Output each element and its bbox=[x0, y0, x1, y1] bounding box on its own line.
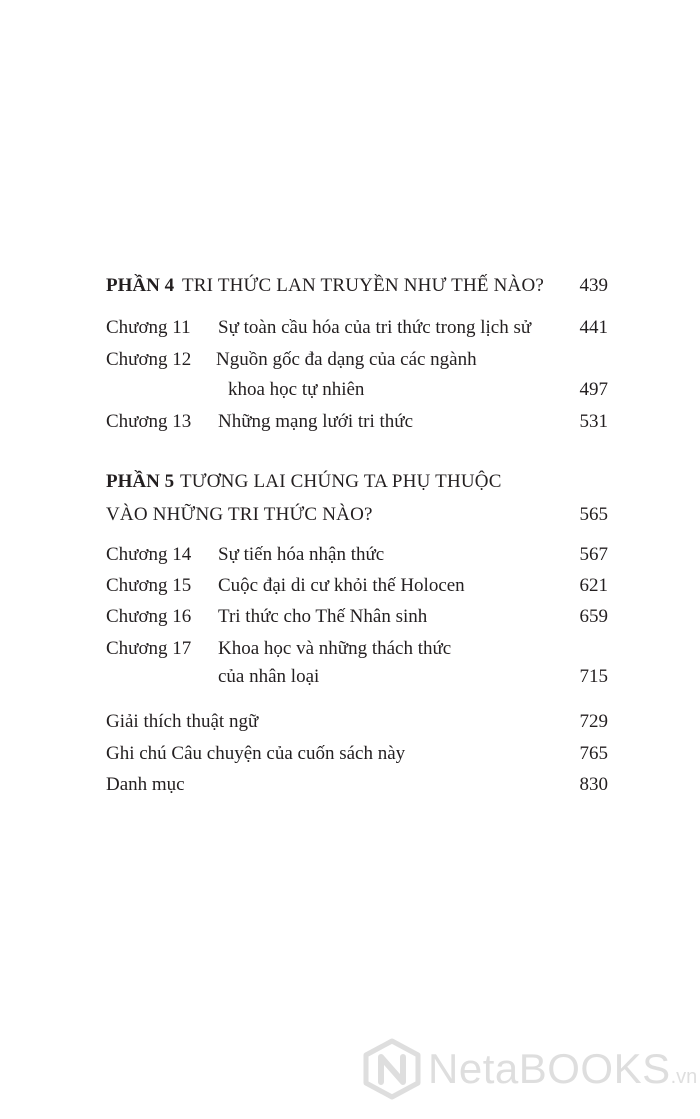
toc-entry-chapter-12 bbox=[0, 346, 700, 374]
watermark-brand: NetaBOOKS bbox=[428, 1045, 671, 1092]
watermark-text bbox=[428, 1044, 697, 1102]
part-5-key: PHẦN 5 bbox=[106, 471, 175, 492]
part-4-heading bbox=[0, 272, 700, 300]
back-matter-title: Ghi chú Câu chuyện của cuốn sách này bbox=[106, 743, 406, 764]
chapter-label: Chương 11 bbox=[106, 317, 191, 338]
chapter-label: Chương 14 bbox=[106, 544, 192, 565]
chapter-page: 621 bbox=[579, 575, 608, 596]
chapter-label: Chương 12 bbox=[106, 349, 192, 370]
toc-entry-chapter-15 bbox=[0, 572, 700, 600]
toc-entry-glossary bbox=[0, 708, 700, 736]
toc-entry-chapter-12-continued bbox=[0, 376, 700, 404]
back-matter-page: 729 bbox=[579, 711, 608, 732]
chapter-label: Chương 15 bbox=[106, 575, 192, 596]
part-4-page: 439 bbox=[579, 275, 608, 296]
back-matter-title: Danh mục bbox=[106, 774, 185, 795]
part-5-page: 565 bbox=[579, 504, 608, 525]
back-matter-title: Giải thích thuật ngữ bbox=[106, 711, 259, 732]
toc-entry-chapter-14 bbox=[0, 541, 700, 569]
chapter-title-line-2: của nhân loại bbox=[218, 666, 320, 687]
chapter-page: 567 bbox=[579, 544, 608, 565]
chapter-title: Sự toàn cầu hóa của tri thức trong lịch sử bbox=[218, 317, 532, 338]
chapter-title-line-1: Khoa học và những thách thức bbox=[218, 638, 452, 659]
toc-entry-chapter-17-continued bbox=[0, 663, 700, 691]
toc-entry-index bbox=[0, 771, 700, 799]
part-4-key: PHẦN 4 bbox=[106, 275, 175, 296]
back-matter-page: 765 bbox=[579, 743, 608, 764]
watermark-suffix: .vn bbox=[670, 1066, 698, 1088]
netabooks-watermark bbox=[362, 1038, 698, 1100]
part-5-heading-continued bbox=[0, 501, 700, 529]
chapter-page: 531 bbox=[579, 411, 608, 432]
chapter-page: 497 bbox=[579, 379, 608, 400]
toc-entry-notes bbox=[0, 740, 700, 768]
chapter-title: Sự tiến hóa nhận thức bbox=[218, 544, 385, 565]
chapter-title: Cuộc đại di cư khỏi thế Holocen bbox=[218, 575, 465, 596]
part-5-title-line-1: TƯƠNG LAI CHÚNG TA PHỤ THUỘC bbox=[180, 471, 502, 492]
back-matter-page: 830 bbox=[579, 774, 608, 795]
toc-entry-chapter-17 bbox=[0, 635, 700, 663]
netabooks-logo-icon bbox=[362, 1038, 422, 1100]
chapter-page: 659 bbox=[579, 606, 608, 627]
chapter-title-line-2: khoa học tự nhiên bbox=[228, 379, 365, 400]
chapter-title: Tri thức cho Thế Nhân sinh bbox=[218, 606, 428, 627]
chapter-page: 715 bbox=[579, 666, 608, 687]
toc-entry-chapter-13 bbox=[0, 408, 700, 436]
chapter-page: 441 bbox=[579, 317, 608, 338]
chapter-label: Chương 17 bbox=[106, 638, 192, 659]
toc-entry-chapter-16 bbox=[0, 603, 700, 631]
chapter-label: Chương 13 bbox=[106, 411, 192, 432]
toc-entry-chapter-11 bbox=[0, 314, 700, 342]
chapter-title: Những mạng lưới tri thức bbox=[218, 411, 414, 432]
part-4-title: TRI THỨC LAN TRUYỀN NHƯ THẾ NÀO? bbox=[182, 275, 545, 296]
part-5-title-line-2: VÀO NHỮNG TRI THỨC NÀO? bbox=[106, 504, 373, 525]
chapter-label: Chương 16 bbox=[106, 606, 192, 627]
part-5-heading bbox=[0, 468, 700, 496]
chapter-title-line-1: Nguồn gốc đa dạng của các ngành bbox=[216, 349, 477, 370]
